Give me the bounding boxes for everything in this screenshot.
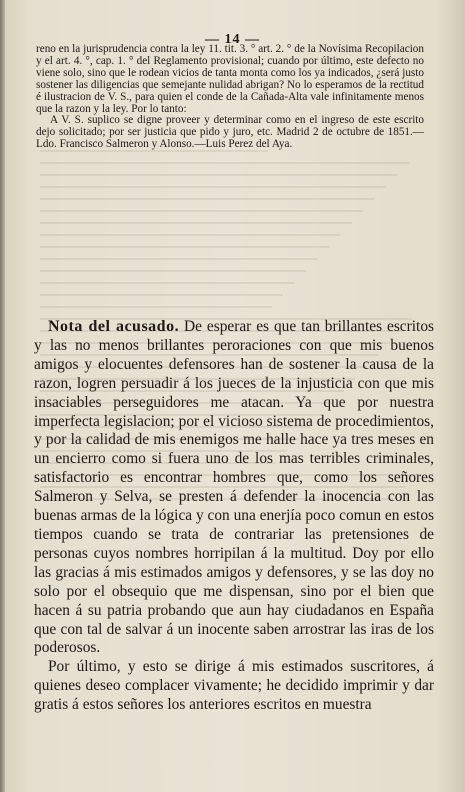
note-paragraph-text: De esperar es que tan brillantes escritos y las no menos brillantes peroraciones con que mis buenos amigos y elocuentes defensores han de sostener la causa de la razon, logren persuadir á los jueces de la injusticia con que mis insaciables perseguidores me atacan. Ya que por nuestra imperfecta legislacion; por el vicioso sistema de procedimientos, y por la calidad de mis enemigos me halle hace ya tres meses en un encierro como si fuera uno de los mas terribles criminales, satisfactorio es encontrar hombres que, como los señores Salmeron y Selva, se presten á defender la inocencia con las buenas armas de la lógica y con una enerjía poco comun en estos tiempos cuando se trata de contrariar las pretensiones de personas cuyos nombres horripilan á la multitud. Doy por ello las gracias á mis estimados amigos y defensores, y se las doy no solo por el obsequio que me dispensan, sino por el bien que hacen á su patria probando que aun hay ciudadanos en España que con tal de salvar á un inocente saben arrostrar las iras de los poderosos.	[34, 318, 435, 657]
show-through-line	[40, 246, 329, 248]
show-through-line	[40, 174, 397, 176]
show-through-line	[40, 162, 409, 164]
note-paragraph	[34, 318, 434, 658]
show-through-line	[40, 258, 317, 260]
legal-closing-paragraph: A V. S. suplico se digne proveer y determinar como en el ingreso de este escrito dejo solicitado; por ser justicia que pido y juro, etc. Madrid 2 de octubre de 1851.—Ldo. Francisco Salmeron y Alonso.—Luis Perez del Aya.	[36, 114, 424, 151]
page-number: — 14 —	[205, 32, 260, 47]
show-through-line	[40, 270, 306, 272]
note-paragraph-continued: Por último, y esto se dirige á mis estimados suscritores, á quienes deseo complacer vivamente; he decidido imprimir y dar gratis á estos señores los anteriores escritos en muestra	[34, 658, 434, 714]
legal-text-block	[36, 44, 424, 151]
show-through-line	[40, 198, 374, 200]
show-through-line	[40, 306, 272, 308]
show-through-line	[40, 282, 295, 284]
show-through-line	[40, 222, 352, 224]
show-through-line	[40, 294, 283, 296]
page-binding-edge	[0, 0, 5, 792]
show-through-line	[40, 234, 340, 236]
note-title: Nota del acusado.	[48, 318, 180, 335]
legal-paragraph: reno en la jurisprudencia contra la ley 11. tit. 3. ° art. 2. ° de la Novísima Recopilacion y el art. 4. °, cap. 1. ° del Reglamento provisional; cuando por último, este defecto no viene solo, sino que le rodean vicios de tanta monta como los ya indicados, ¿será justo sostener las diligencias que semejante nulidad abrigan? No lo esperamos de la rectitud é ilustracion de V. S., para quien el conde de la Cañada-Alta vale infinitamente menos que la razon y la ley. Por lo tanto:	[36, 43, 424, 115]
show-through-line	[40, 186, 386, 188]
accused-note-block	[34, 318, 434, 715]
show-through-line	[40, 210, 363, 212]
